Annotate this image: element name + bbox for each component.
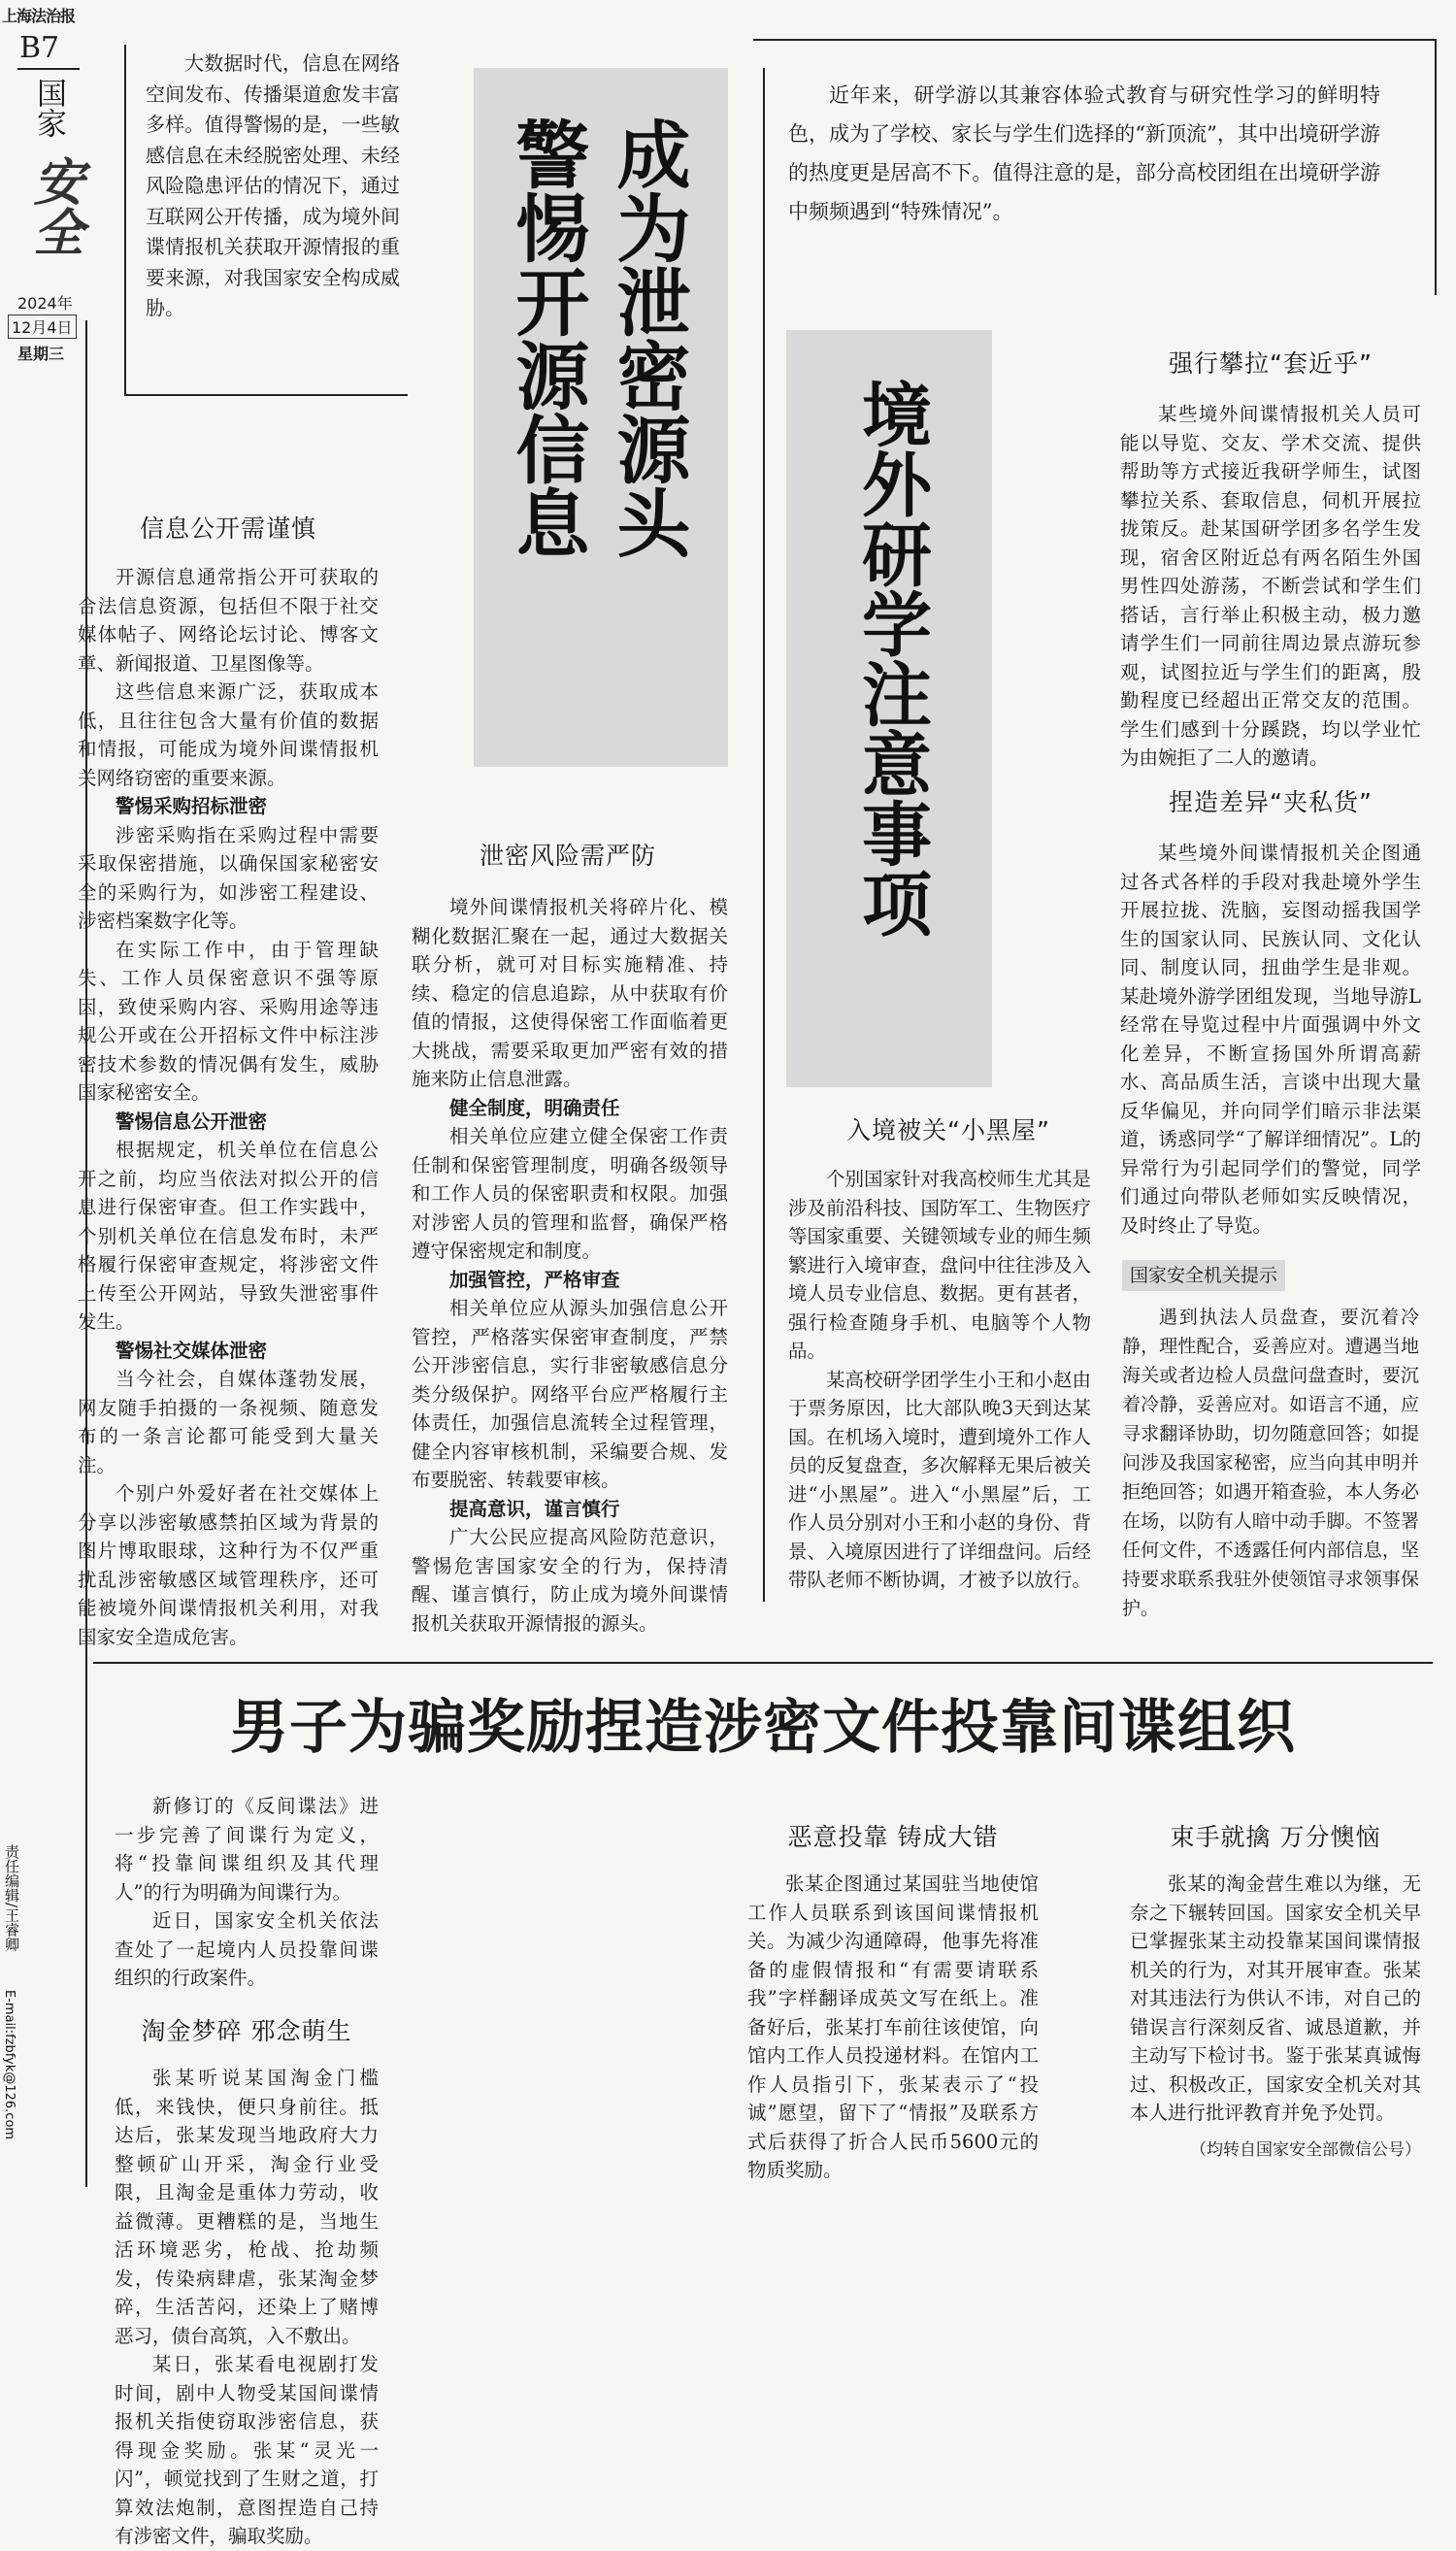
article3-section3-title: 束手就擒 万分懊恼 — [1170, 1823, 1381, 1851]
article1-headline-col2: 成为泄密源头 — [605, 116, 691, 559]
article3-col1 — [115, 1792, 379, 1993]
article2-section2-title: 强行攀拉“套近乎” — [1169, 349, 1373, 378]
paragraph: 某些境外间谍情报机关企图通过各式各样的手段对我赴境外学生开展拉拢、洗脑，妄图动摇我国学生的国家认同、民族认同、文化认同、制度认同，扭曲学生是非观。某赴境外游学团组发现，当地导游L经常在导览过程中片面强调中外文化差异，不断宣扬国外所谓高薪水、高品质生活，言谈中出现大量反华偏见，并向同学们暗示非法渠道，诱惑同学“了解详细情况”。L的异常行为引起同学们的警觉，同学们通过向带队老师如实反映情况，及时终止了导览。 — [1120, 842, 1421, 1237]
masthead-rule — [17, 68, 80, 70]
paragraph: 某高校研学团学生小王和小赵由于票务原因，比大部队晚3天到达某国。在机场入境时，遭到境外工作人员的反复盘查，多次解释无果后被关进“小黑屋”。进入“小黑屋”后，工作人员分别对小王和小赵的身份、背景、入境原因进行了详细盘问。后经带队老师不断协调，才被予以放行。 — [788, 1368, 1092, 1591]
paragraph: 张某听说某国淘金门槛低，来钱快，便只身前往。抵达后，张某发现当地政府大力整顿矿山开采，淘金行业受限，且淘金是重体力劳动，收益微薄。更糟糕的是，当地生活环境恶劣，枪战、抢劫频发，传染病肆虐，张某淘金梦碎，生活苦闷，还染上了赌博恶习，债台高筑，入不敷出。 — [115, 2067, 379, 2347]
issue-date: 12月4日 — [8, 315, 77, 339]
article-separator — [93, 1662, 1433, 1664]
issue-year: 2024年 — [17, 294, 73, 313]
paragraph: 根据规定，机关单位在信息公开之前，均应当依法对拟公开的信息进行保密审查。但工作实践中，个别机关单位在信息发布时，未严格履行保密审查规定，将涉密文件上传至公开网站，导致失泄密事件发生。 — [78, 1139, 379, 1333]
subheading: 加强管控，严格审查 — [449, 1268, 620, 1291]
page-number: B7 — [19, 31, 60, 65]
article3-source: （均转自国家安全部微信公号） — [1190, 2140, 1421, 2160]
subheading: 警惕社交媒体泄密 — [116, 1339, 268, 1362]
editor-credit: 责任编辑/王睿卿 — [3, 1844, 20, 1952]
paragraph: 广大公民应提高风险防范意识，警惕危害国家安全的行为，保持清醒、谨言慎行，防止成为境外间谍情报机关获取开源情报的源头。 — [412, 1526, 728, 1635]
article3-section1-body — [115, 2064, 379, 2551]
article3-section2-body — [747, 1870, 1039, 2185]
article2-section1-title: 入境被关“小黑屋” — [846, 1116, 1050, 1144]
tip-label: 国家安全机关提示 — [1122, 1260, 1285, 1291]
paragraph: 境外间谍情报机关将碎片化、模糊化数据汇聚在一起，通过大数据关联分析，就可对目标实施精准、持续、稳定的信息追踪，从中获取有价值的情报，这使得保密工作面临着更大挑战，需要采取更加严密有效的措施来防止信息泄露。 — [412, 896, 728, 1090]
paragraph: 新修订的《反间谍法》进一步完善了间谍行为定义，将“投靠间谍组织及其代理人”的行为明确为间谍行为。 — [115, 1795, 379, 1904]
paragraph: 近日，国家安全机关依法查处了一起境内人员投靠间谍组织的行政案件。 — [115, 1909, 379, 1989]
subheading: 警惕信息公开泄密 — [116, 1110, 268, 1133]
paragraph: 个别国家针对我高校师生尤其是涉及前沿科技、国防军工、生物医疗等国家重要、关键领域专业的师生频繁进行入境审查，盘问中往往涉及入境人员专业信息、数据。更有甚者，强行检查随身手机、电脑等个人物品。 — [788, 1168, 1092, 1362]
tip-text: 遇到执法人员盘查，要沉着冷静，理性配合，妥善应对。遭遇当地海关或者边检人员盘问盘查时，要沉着冷静，妥善应对。如语言不通，应寻求翻译协助，切勿随意回答；如提问涉及我国家秘密，应当向其申明并拒绝回答；如遇开箱查验，本人务必在场，以防有人暗中动手脚。不签署任何文件，不透露任何内部信息，坚持要求联系我驻外使领馆寻求领事保护。 — [1122, 1307, 1419, 1619]
paragraph: 相关单位应建立健全保密工作责任制和保密管理制度，明确各级领导和工作人员的保密职责和权限。加强对涉密人员的管理和监督，确保严格遵守保密规定和制度。 — [412, 1125, 728, 1262]
article2-headline: 境外研学注意事项 — [850, 379, 933, 938]
paragraph: 个别户外爱好者在社交媒体上分享以涉密敏感禁拍区域为背景的图片博取眼球，这种行为不仅严重扰乱涉密敏感区域管理秩序，还可能被境外间谍情报机关利用，对我国家安全造成危害。 — [78, 1482, 379, 1648]
paragraph: 张某企图通过某国驻当地使馆工作人员联系到该国间谍情报机关。为减少沟通障碍，他事先将准备的虚假情报和“有需要请联系我”字样翻译成英文写在纸上。准备好后，张某打车前往该使馆，向馆内工作人员投递材料。在馆内工作人员指引下，张某表示了“投诚”愿望，留下了“情报”及联系方式后获得了折合人民币5600元的物质奖励。 — [747, 1872, 1039, 2181]
paragraph: 当今社会，自媒体蓬勃发展，网友随手拍摄的一条视频、随意发布的一条言论都可能受到大量关注。 — [78, 1368, 379, 1476]
article1-section2-title: 泄密风险需严防 — [479, 842, 656, 870]
paragraph: 这些信息来源广泛，获取成本低，且往往包含大量有价值的数据和情报，可能成为境外间谍情报机关网络窃密的重要来源。 — [78, 680, 379, 789]
article1-lead: 大数据时代，信息在网络空间发布、传播渠道愈发丰富多样。值得警惕的是，一些敏感信息在未经脱密处理、未经风险隐患评估的情况下，通过互联网公开传播，成为境外间谍情报机关获取开源情报的重要来源，对我国家安全构成威胁。 — [146, 51, 400, 319]
paragraph: 开源信息通常指公开可获取的合法信息资源，包括但不限于社交媒体帖子、网络论坛讨论、博客文章、新闻报道、卫星图像等。 — [78, 566, 379, 675]
article3-section3-body — [1130, 1870, 1421, 2128]
article2-section3-title: 捏造差异“夹私货” — [1169, 788, 1373, 816]
paragraph: 张某的淘金营生难以为继，无奈之下辗转回国。国家安全机关早已掌握张某主动投靠某国间谍情报机关的行为，对其开展审查。张某对其违法行为供认不讳，对自己的错误言行深刻反省、诚恳道歉，并主动写下检讨书。鉴于张某真诚悔过、积极改正，国家安全机关对其本人进行批评教育并免予处罚。 — [1130, 1872, 1421, 2124]
paragraph: 相关单位应从源头加强信息公开管控，严格落实保密审查制度，严禁公开涉密信息，实行非密敏感信息分类分级保护。网络平台应严格履行主体责任，加强信息流转全过程管理，健全内容审核机制，采编要合规、发布要脱密、转载要审核。 — [412, 1297, 728, 1491]
article3-section1-title: 淘金梦碎 邪念萌生 — [141, 2017, 352, 2045]
subheading: 提高意识，谨言慎行 — [449, 1497, 620, 1520]
paragraph: 涉密采购指在采购过程中需要采取保密措施，以确保国家秘密安全的采购行为，如涉密工程建设、涉密档案数字化等。 — [78, 823, 379, 932]
paragraph: 某些境外间谍情报机关人员可能以导览、交友、学术交流、提供帮助等方式接近我研学师生，试图攀拉关系、套取信息，伺机开展拉拢策反。赴某国研学团多名学生发现，宿舍区附近总有两名陌生外国男性四处游荡，不断尝试和学生们搭话，言行举止积极主动，极力邀请学生们一同前往周边景点游玩参观，试图拉近与学生们的距离，殷勤程度已经超出正常交友的范围。学生们感到十分蹊跷，均以学业忙为由婉拒了二人的邀请。 — [1120, 403, 1421, 769]
article3-headline: 男子为骗奖励捏造涉密文件投靠间谍组织 — [230, 1694, 1296, 1762]
editor-email: E-mail:fzbfyk@126.com — [2, 1990, 17, 2140]
article2-section1-body — [788, 1165, 1091, 1595]
column-divider — [763, 68, 765, 1602]
section-name-bottom: 安全 — [24, 155, 83, 256]
subheading: 健全制度，明确责任 — [449, 1096, 620, 1119]
article1-headline-col1: 警惕开源信息 — [504, 116, 590, 559]
paper-logo: 上海法治报 — [2, 7, 76, 25]
issue-weekday: 星期三 — [17, 345, 65, 363]
section-name-top: 国家 — [31, 78, 66, 138]
article3-section2-title: 恶意投靠 铸成大错 — [787, 1823, 999, 1851]
article2-section3-body — [1120, 839, 1421, 1240]
article1-section2-body — [412, 893, 728, 1638]
article1-section1-title: 信息公开需谨慎 — [139, 514, 316, 543]
subheading: 警惕采购招标泄密 — [116, 795, 268, 817]
article2-lead: 近年来，研学游以其兼容体验式教育与研究性学习的鲜明特色，成为了学校、家长与学生们选择的“新顶流”，其中出境研学游的热度更是居高不下。值得注意的是，部分高校团组在出境研学游中频频遇到“特殊情况”。 — [788, 83, 1380, 223]
paragraph: 在实际工作中，由于管理缺失、工作人员保密意识不强等原因，致使采购内容、采购用途等违规公开或在公开招标文件中标注涉密技术参数的情况偶有发生，威胁国家秘密安全。 — [78, 938, 379, 1104]
article1-section1-body — [78, 563, 379, 1651]
paragraph: 某日，张某看电视剧打发时间，剧中人物受某国间谍情报机关指使窃取涉密信息，获得现金奖励。张某“灵光一闪”，顿觉找到了生财之道，打算效法炮制，意图捏造自己持有涉密文件，骗取奖励。 — [115, 2353, 379, 2547]
article2-section2-body — [1120, 400, 1421, 773]
